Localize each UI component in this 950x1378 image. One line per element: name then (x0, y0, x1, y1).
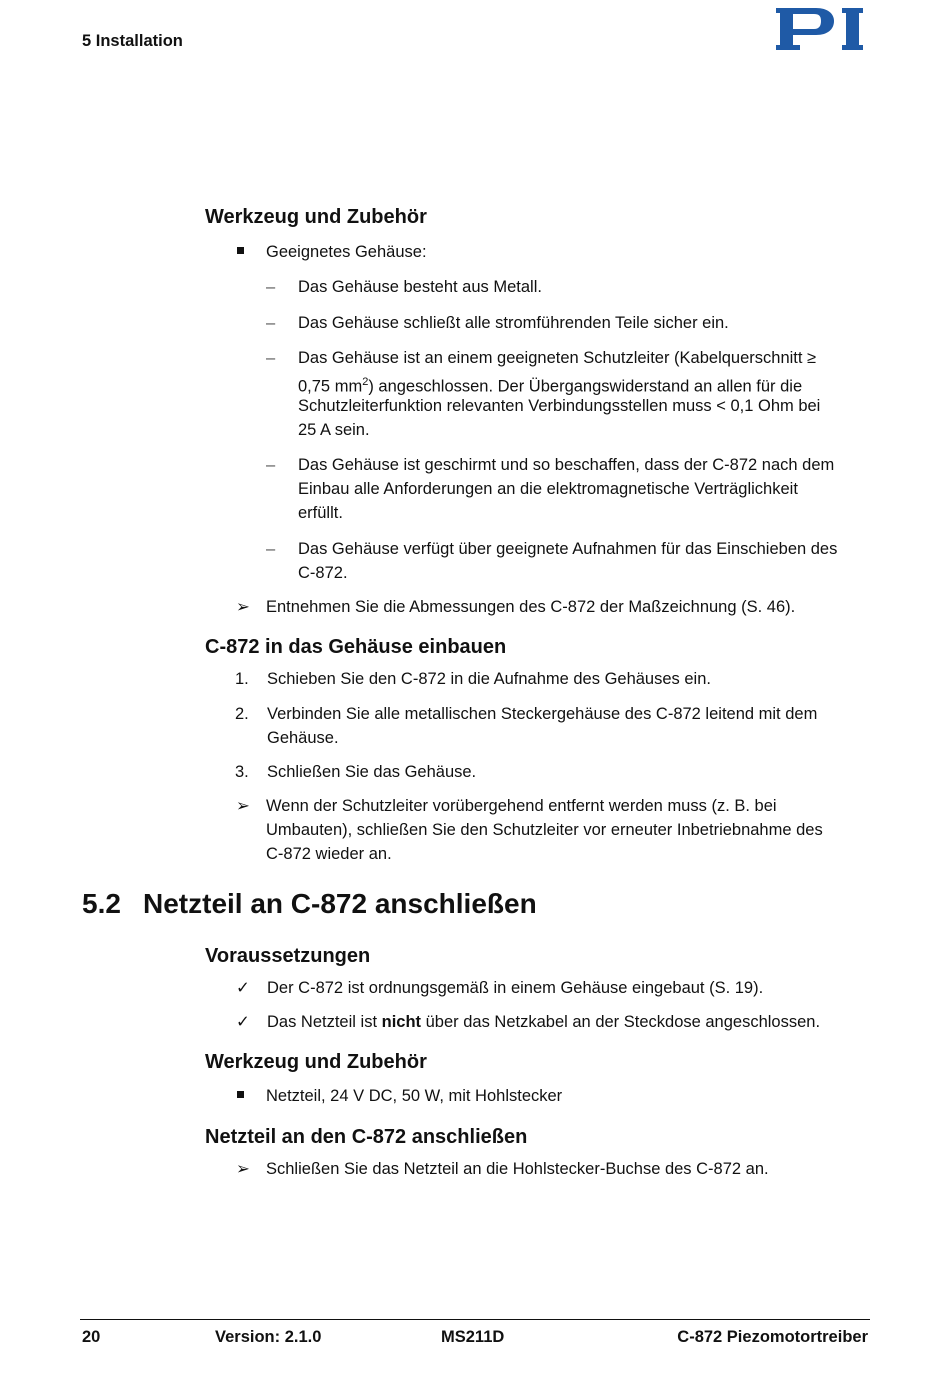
arrow-bullet-icon: ➢ (236, 598, 250, 616)
action-item: Entnehmen Sie die Abmessungen des C-872 der Maßzeichnung (S. 46). (266, 598, 796, 616)
dash-icon: – (266, 278, 276, 296)
sub-item-line: 25 A sein. (298, 421, 370, 439)
step-text: Schieben Sie den C-872 in die Aufnahme des Gehäuses ein. (267, 670, 711, 688)
arrow-bullet-icon: ➢ (236, 797, 250, 815)
check-icon: ✓ (236, 979, 250, 997)
heading-werkzeug-2: Werkzeug und Zubehör (205, 1051, 427, 1073)
sub-item: Das Gehäuse ist geschirmt und so beschaffen, dass der C-872 nach dem (298, 456, 835, 474)
step-text: Verbinden Sie alle metallischen Steckergehäuse des C-872 leitend mit dem (267, 705, 818, 723)
sub-item-line: Einbau alle Anforderungen an die elektromagnetische Verträglichkeit (298, 480, 798, 498)
heading-anschliessen: Netzteil an den C-872 anschließen (205, 1126, 528, 1148)
footer-product: C-872 Piezomotortreiber (677, 1328, 868, 1346)
action-item: Schließen Sie das Netzteil an die Hohlstecker-Buchse des C-872 an. (266, 1160, 769, 1178)
running-header: 5 Installation (82, 32, 183, 50)
action-item-line: Umbauten), schließen Sie den Schutzleiter vor erneuter Inbetriebnahme des (266, 821, 823, 839)
heading-werkzeug-1: Werkzeug und Zubehör (205, 206, 427, 228)
sub-item: Das Gehäuse ist an einem geeigneten Schutzleiter (Kabelquerschnitt ≥ (298, 349, 817, 367)
pi-logo (776, 6, 870, 57)
heading-einbauen: C-872 in das Gehäuse einbauen (205, 636, 507, 658)
footer-rule (80, 1319, 870, 1320)
sub-item-line: erfüllt. (298, 504, 343, 522)
list-item: Geeignetes Gehäuse: (266, 243, 427, 261)
dash-icon: – (266, 349, 276, 367)
check-item: Der C-872 ist ordnungsgemäß in einem Gehäuse eingebaut (S. 19). (267, 979, 764, 997)
action-item-line: C-872 wieder an. (266, 845, 392, 863)
sub-item-line: C-872. (298, 564, 348, 582)
list-item: Netzteil, 24 V DC, 50 W, mit Hohlstecker (266, 1087, 563, 1105)
step-number: 2. (235, 705, 249, 723)
step-number: 3. (235, 763, 249, 781)
square-bullet-icon (237, 247, 244, 254)
square-bullet-icon (237, 1091, 244, 1098)
arrow-bullet-icon: ➢ (236, 1160, 250, 1178)
check-icon: ✓ (236, 1013, 250, 1031)
dash-icon: – (266, 540, 276, 558)
step-text: Schließen Sie das Gehäuse. (267, 763, 477, 781)
pi-logo-icon (776, 6, 870, 52)
page-number: 20 (82, 1328, 101, 1346)
action-item: Wenn der Schutzleiter vorübergehend entfernt werden muss (z. B. bei (266, 797, 777, 815)
sub-item: Das Gehäuse besteht aus Metall. (298, 278, 542, 296)
dash-icon: – (266, 456, 276, 474)
section-heading-5-2: 5.2 Netzteil an C-872 anschließen (82, 888, 537, 919)
step-number: 1. (235, 670, 249, 688)
check-item: Das Netzteil ist nicht über das Netzkabel an der Steckdose angeschlossen. (267, 1013, 821, 1031)
sub-item-line: Schutzleiterfunktion relevanten Verbindungsstellen muss < 0,1 Ohm bei (298, 397, 821, 415)
dash-icon: – (266, 314, 276, 332)
step-text-line: Gehäuse. (267, 729, 339, 747)
sub-item-line: 0,75 $mm^2$) angeschlossen. Der Übergangswiderstand an allen für die (298, 376, 803, 396)
heading-voraussetzungen: Voraussetzungen (205, 945, 371, 967)
sub-item: Das Gehäuse schließt alle stromführenden Teile sicher ein. (298, 314, 729, 332)
footer-version: Version: 2.1.0 (215, 1328, 322, 1346)
sub-item: Das Gehäuse verfügt über geeignete Aufnahmen für das Einschieben des (298, 540, 838, 558)
footer-doc-id: MS211D (441, 1328, 505, 1346)
